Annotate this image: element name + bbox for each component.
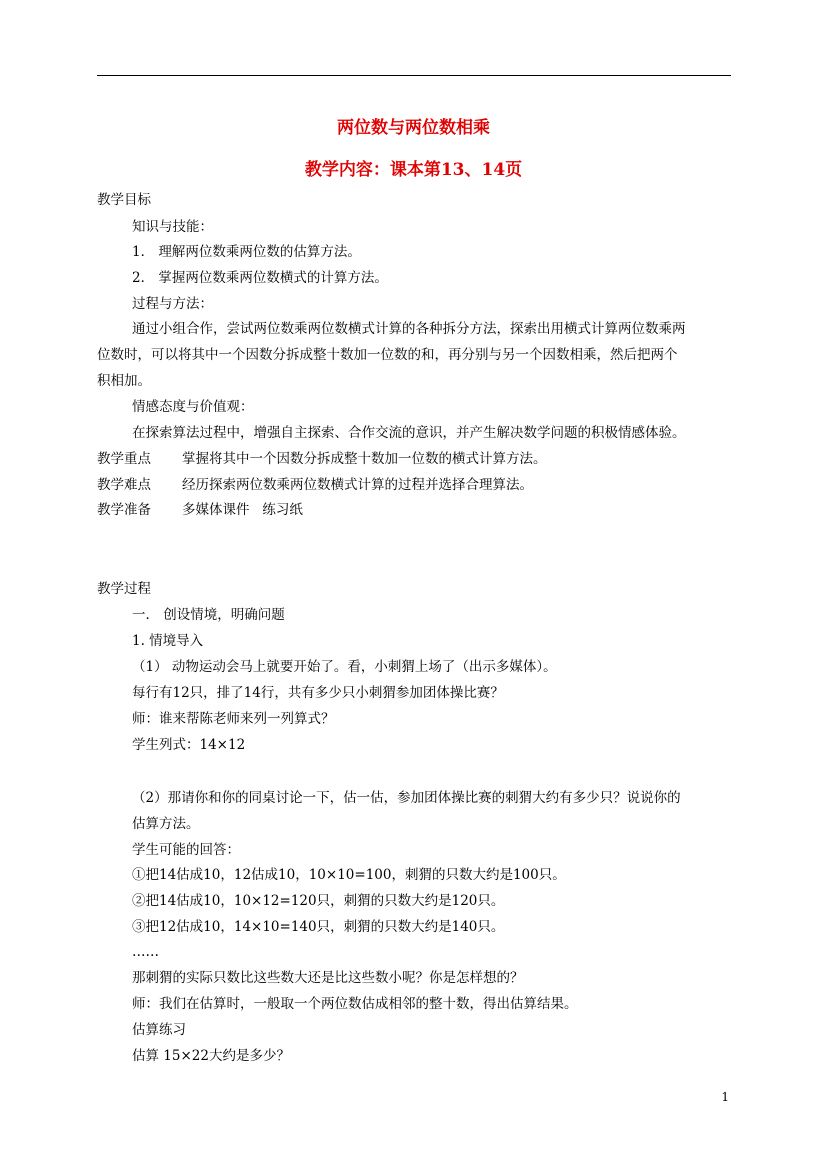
paragraph: 学生可能的回答： bbox=[132, 842, 240, 858]
preparation-label: 教学准备 bbox=[97, 502, 151, 518]
document-title: 两位数与两位数相乘 bbox=[337, 118, 490, 138]
key-point-row bbox=[97, 450, 547, 468]
paragraph: 师：谁来帮陈老师来列一列算式？ bbox=[132, 711, 335, 727]
key-point-text: 掌握将其中一个因数分拆成整十数加一位数的横式计算方法。 bbox=[182, 451, 547, 467]
key-point-label: 教学重点 bbox=[97, 451, 151, 467]
knowledge-item-2: 2． 掌握两位数乘两位数横式的计算方法。 bbox=[132, 270, 388, 286]
difficulty-label: 教学难点 bbox=[97, 477, 151, 493]
paragraph: （2）那请你和你的同桌讨论一下，估一估，参加团体操比赛的刺猬大约有多少只？说说你的 bbox=[132, 790, 681, 806]
preparation-row bbox=[97, 501, 303, 519]
emotion-heading: 情感态度与价值观： bbox=[132, 399, 254, 415]
process-text-2: 位数时，可以将其中一个因数分拆成整十数加一位数的和，再分别与另一个因数相乘，然后把两个 bbox=[97, 347, 678, 363]
section-1-heading: 一． 创设情境，明确问题 bbox=[132, 607, 285, 623]
paragraph: 每行有12只，排了14行，共有多少只小刺猬参加团体操比赛？ bbox=[132, 685, 504, 701]
paragraph: 师：我们在估算时，一般取一个两位数估成相邻的整十数，得出估算结果。 bbox=[132, 996, 578, 1012]
difficulty-text: 经历探索两位数乘两位数横式计算的过程并选择合理算法。 bbox=[182, 477, 533, 493]
paragraph: 估算 15×22大约是多少？ bbox=[132, 1048, 290, 1064]
preparation-text: 多媒体课件 练习纸 bbox=[182, 502, 303, 518]
knowledge-item-1: 1． 理解两位数乘两位数的估算方法。 bbox=[132, 244, 361, 260]
paragraph: 学生列式：14×12 bbox=[132, 737, 246, 753]
paragraph: （1） 动物运动会马上就要开始了。看，小刺猬上场了（出示多媒体）。 bbox=[132, 659, 557, 675]
process-text-1: 通过小组合作，尝试两位数乘两位数横式计算的各种拆分方法，探索出用横式计算两位数乘两 bbox=[132, 321, 686, 337]
process-section-heading: 教学过程 bbox=[97, 581, 151, 597]
header-rule bbox=[97, 75, 731, 76]
document-subtitle: 教学内容：课本第13、14页 bbox=[304, 160, 523, 180]
paragraph: 估算方法。 bbox=[132, 816, 200, 832]
paragraph: 估算练习 bbox=[132, 1022, 186, 1038]
process-text-3: 积相加。 bbox=[97, 373, 151, 389]
paragraph: 那刺猬的实际只数比这些数大还是比这些数小呢？你是怎样想的？ bbox=[132, 970, 524, 986]
paragraph: ①把14估成10，12估成10，10×10=100，刺猬的只数大约是100只。 bbox=[132, 867, 566, 883]
paragraph: ③把12估成10，14×10=140只，刺猬的只数大约是140只。 bbox=[132, 919, 505, 935]
knowledge-heading: 知识与技能： bbox=[132, 219, 213, 235]
objectives-heading: 教学目标 bbox=[97, 192, 151, 208]
item-1-heading: 1. 情境导入 bbox=[132, 633, 204, 649]
difficulty-row bbox=[97, 476, 533, 494]
paragraph: ②把14估成10，10×12=120只，刺猬的只数大约是120只。 bbox=[132, 893, 505, 909]
page-number: 1 bbox=[721, 1090, 729, 1104]
ellipsis: …… bbox=[132, 944, 159, 960]
process-heading: 过程与方法： bbox=[132, 296, 213, 312]
emotion-text: 在探索算法过程中，增强自主探索、合作交流的意识，并产生解决数学问题的积极情感体验。 bbox=[132, 425, 686, 441]
